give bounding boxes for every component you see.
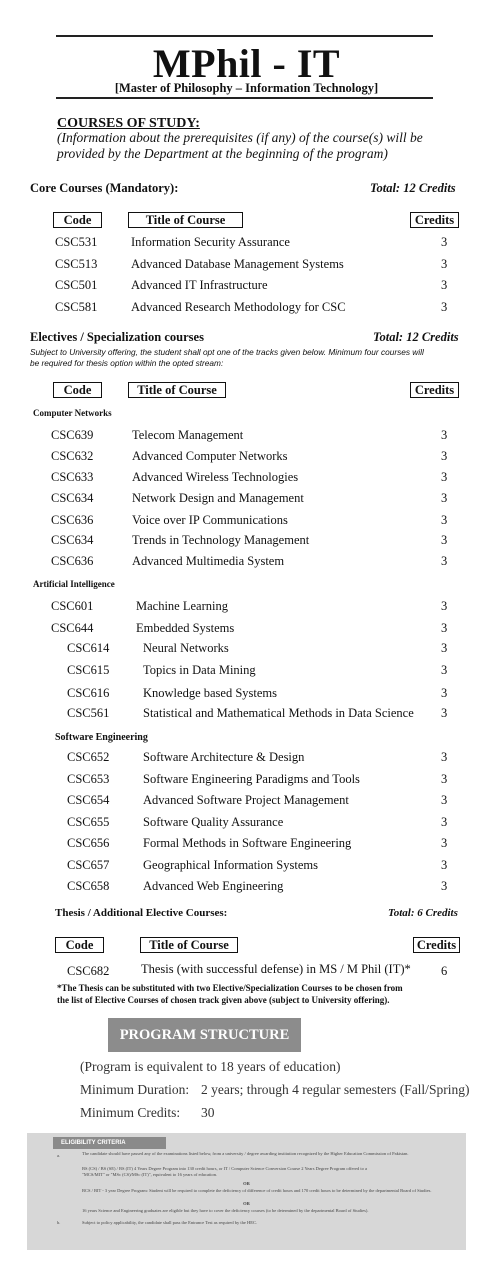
course-code: CSC513 <box>55 256 98 271</box>
thesis-code-header: Code <box>55 937 104 953</box>
eligibility-or-1: OR <box>243 1181 250 1186</box>
course-credits: 3 <box>441 836 448 850</box>
electives-code-header: Code <box>53 382 102 398</box>
eligibility-header: ELIGIBILITY CRITERIA <box>53 1137 166 1149</box>
eligibility-b-text: Subject to policy applicability, the candidate shall pass the Entrance Test as required by the HEC. <box>82 1220 258 1225</box>
course-code: CSC614 <box>67 641 110 655</box>
course-code: CSC561 <box>67 706 110 720</box>
course-title: Advanced IT Infrastructure <box>131 278 268 292</box>
course-credits: 3 <box>441 491 448 505</box>
course-title: Advanced Computer Networks <box>132 449 288 463</box>
course-code: CSC658 <box>67 879 110 893</box>
course-code: CSC601 <box>51 599 94 613</box>
course-code: CSC633 <box>51 470 94 484</box>
course-credits: 3 <box>441 256 448 271</box>
min-duration-label: Minimum Duration: <box>80 1082 190 1097</box>
course-code: CSC581 <box>55 299 98 314</box>
course-title: Statistical and Mathematical Methods in Data Science <box>143 706 414 720</box>
course-title: Advanced Database Management Systems <box>131 256 344 271</box>
electives-credits-header: Credits <box>410 382 459 398</box>
top-rule <box>56 35 433 37</box>
eligibility-a-line2: BS (CS) / BS (SE) / BS (IT) 4 Years Degree Program into 130 credit hours, or IT / Computer Science Conversion Course 2 Years Degree Program offered to a <box>82 1166 368 1171</box>
course-credits: 3 <box>441 470 448 484</box>
courses-of-study-heading: COURSES OF STUDY: <box>57 116 200 131</box>
course-credits: 3 <box>441 449 448 463</box>
course-code: CSC632 <box>51 449 94 463</box>
track-software-engineering: Software Engineering <box>55 732 148 743</box>
course-code: CSC652 <box>67 750 110 764</box>
course-title: Advanced Web Engineering <box>143 879 284 893</box>
eligibility-b-marker: b. <box>57 1220 61 1225</box>
course-code: CSC615 <box>67 663 110 677</box>
core-code-header: Code <box>53 212 102 228</box>
min-credits-label: Minimum Credits: <box>80 1105 181 1120</box>
course-credits: 3 <box>441 428 448 442</box>
course-title: Advanced Software Project Management <box>143 793 349 807</box>
course-code: CSC644 <box>51 621 94 635</box>
course-title: Machine Learning <box>136 599 228 613</box>
course-credits: 3 <box>441 879 448 893</box>
course-credits: 3 <box>441 299 448 314</box>
eligibility-a-line5: 16 years Science and Engineering graduates are eligible but they have to cover the deficiency courses (to be determined by the departmental Board of Studies). <box>82 1208 369 1213</box>
thesis-credits: 6 <box>441 964 448 978</box>
course-title: Formal Methods in Software Engineering <box>143 836 352 850</box>
eligibility-a-marker: a. <box>57 1153 61 1158</box>
course-code: CSC655 <box>67 814 110 829</box>
track-artificial-intelligence: Artificial Intelligence <box>33 579 115 589</box>
electives-total: Total: 12 Credits <box>373 330 459 344</box>
course-code: CSC636 <box>51 513 94 527</box>
course-credits: 3 <box>441 641 448 655</box>
thesis-code: CSC682 <box>67 964 110 978</box>
course-title: Advanced Research Methodology for CSC <box>131 299 346 314</box>
course-code: CSC656 <box>67 836 110 850</box>
core-credits-header: Credits <box>410 212 459 228</box>
course-code: CSC616 <box>67 686 110 700</box>
core-title-header: Title of Course <box>128 212 243 228</box>
course-credits: 3 <box>441 750 448 764</box>
track-computer-networks: Computer Networks <box>33 408 112 418</box>
thesis-heading: Thesis / Additional Elective Courses: <box>55 907 228 919</box>
course-credits: 3 <box>441 857 448 872</box>
eligibility-panel <box>27 1133 466 1250</box>
thesis-title-header: Title of Course <box>140 937 238 953</box>
thesis-footnote-line-1: *The Thesis can be substituted with two Elective/Specialization Courses to be chosen from <box>57 983 403 993</box>
page-subtitle: [Master of Philosophy – Information Technology] <box>114 81 379 95</box>
course-credits: 3 <box>441 513 448 527</box>
course-code: CSC639 <box>51 428 94 442</box>
course-title: Telecom Management <box>132 428 244 442</box>
eligibility-a-line3: "MCS/MIT" or "MSc (CS)/MSc (IT)", equivalent to 16 years of education. <box>82 1172 218 1177</box>
course-title: Voice over IP Communications <box>132 513 288 527</box>
eligibility-a-text: The candidate should have passed any of the examinations listed below, from a university / degree awarding institution recognized by the Higher Education Commission of Pakistan. <box>82 1151 409 1156</box>
course-credits: 3 <box>441 235 448 249</box>
course-credits: 3 <box>441 278 448 292</box>
course-credits: 3 <box>441 533 448 547</box>
course-title: Software Architecture & Design <box>143 750 305 764</box>
course-credits: 3 <box>441 706 448 720</box>
course-code: CSC634 <box>51 533 94 547</box>
course-credits: 3 <box>441 686 448 700</box>
course-title: Knowledge based Systems <box>143 686 278 700</box>
course-credits: 3 <box>441 554 448 568</box>
core-heading: Core Courses (Mandatory): <box>30 181 179 195</box>
core-total: Total: 12 Credits <box>370 181 456 195</box>
course-title: Neural Networks <box>143 641 229 655</box>
course-code: CSC501 <box>55 278 98 292</box>
course-code: CSC657 <box>67 857 110 872</box>
prerequisites-note: (Information about the prerequisites (if any) of the course(s) will be provided by the Department at the beginning of the program) <box>57 130 423 161</box>
thesis-credits-header: Credits <box>413 937 460 953</box>
course-title: Embedded Systems <box>136 621 235 635</box>
course-title: Advanced Multimedia System <box>132 554 285 568</box>
course-title: Information Security Assurance <box>131 235 290 249</box>
eligibility-or-2: OR <box>243 1201 250 1206</box>
course-code: CSC531 <box>55 235 98 249</box>
min-credits-value: 30 <box>201 1105 215 1120</box>
course-title: Advanced Wireless Technologies <box>132 470 299 484</box>
course-credits: 3 <box>441 663 448 677</box>
course-title: Trends in Technology Management <box>132 533 310 547</box>
electives-heading: Electives / Specialization courses <box>30 330 204 344</box>
thesis-total: Total: 6 Credits <box>388 907 458 919</box>
thesis-title: Thesis (with successful defense) in MS / M Phil (IT)* <box>141 962 411 976</box>
electives-note: Subject to University offering, the student shall opt one of the tracks given below. Minimum four courses will be required for thesis option within the opted stream: <box>30 347 424 368</box>
min-duration-value: 2 years; through 4 regular semesters (Fall/Spring) <box>201 1082 470 1097</box>
eligibility-a-line4: BCS / BIT - 3 year Degree Program: Student will be required to complete the deficiency of difference of credit hours and 170 credit hours to be determined by the departmental Board of Studies. <box>82 1188 432 1193</box>
page-title: MPhil - IT <box>152 41 341 86</box>
thesis-footnote-line-2: the list of Elective Courses of chosen track given above (subject to University offering). <box>57 995 390 1005</box>
title-bottom-rule <box>56 97 433 99</box>
course-credits: 3 <box>441 599 448 613</box>
course-credits: 3 <box>441 814 448 829</box>
course-code: CSC653 <box>67 771 110 786</box>
course-title: Software Engineering Paradigms and Tools <box>143 771 360 786</box>
program-equivalence: (Program is equivalent to 18 years of education) <box>80 1059 341 1074</box>
course-code: CSC634 <box>51 491 94 505</box>
program-structure-banner: PROGRAM STRUCTURE <box>108 1018 301 1052</box>
course-title: Geographical Information Systems <box>143 857 318 872</box>
course-credits: 3 <box>441 793 448 807</box>
course-credits: 3 <box>441 771 448 786</box>
electives-title-header: Title of Course <box>128 382 226 398</box>
course-code: CSC636 <box>51 554 94 568</box>
course-title: Topics in Data Mining <box>143 663 256 677</box>
course-title: Network Design and Management <box>132 491 304 505</box>
course-code: CSC654 <box>67 793 110 807</box>
course-credits: 3 <box>441 621 448 635</box>
course-title: Software Quality Assurance <box>143 814 284 829</box>
